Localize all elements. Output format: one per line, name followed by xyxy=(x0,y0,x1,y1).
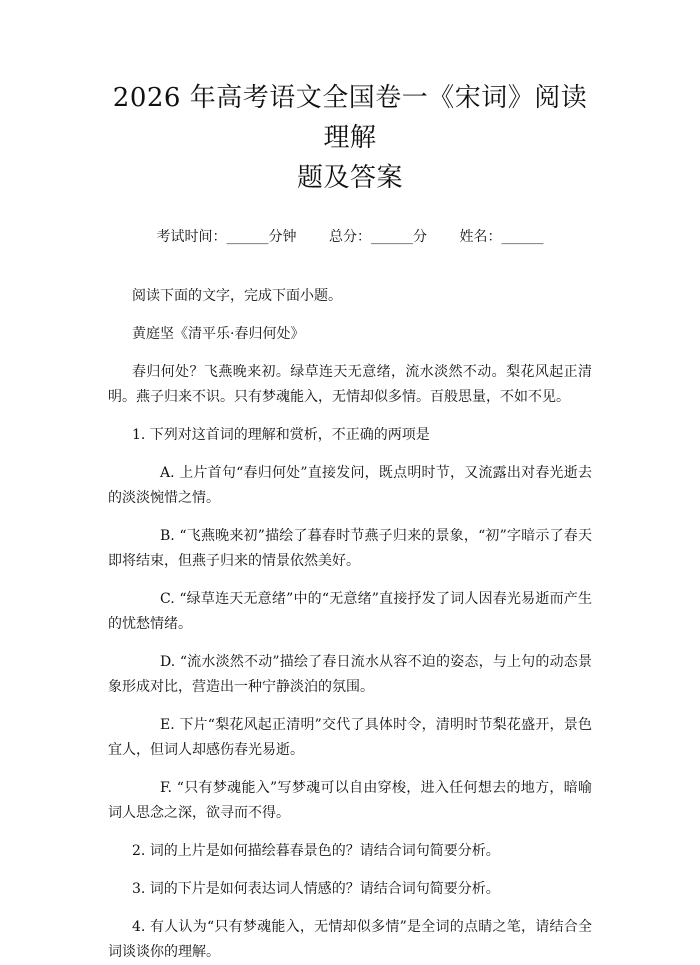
reading-content xyxy=(108,284,592,965)
question-2: 2. 词的上片是如何描绘暮春景色的？请结合词句简要分析。 xyxy=(132,843,500,859)
exam-time-field xyxy=(157,229,297,245)
name-blank: ______ xyxy=(501,229,544,245)
poem-text: 春归何处？飞燕晚来初。绿草连天无意绪，流水淡然不动。梨花风起正清明。燕子归来不识。只有梦魂能入，无情却似多情。百般思量，不如不见。 xyxy=(108,364,592,405)
option-d: D. “流水淡然不动”描绘了春日流水从容不迫的姿态，与上句的动态景象形成对比，营造出一种宁静淡泊的氛围。 xyxy=(108,654,592,695)
total-score-blank: ______ xyxy=(371,229,413,245)
question-3: 3. 词的下片是如何表达词人情感的？请结合词句简要分析。 xyxy=(132,881,500,897)
option-a: A. 上片首句“春归何处”直接发问，既点明时节，又流露出对春光逝去的淡淡惋惜之情。 xyxy=(108,465,592,506)
exam-time-blank: ______ xyxy=(226,229,269,245)
option-f: F. “只有梦魂能入”写梦魂可以自由穿梭，进入任何想去的地方，暗喻词人思念之深，欲寻而不得。 xyxy=(108,780,592,821)
question-4: 4. 有人认为“只有梦魂能入，无情却似多情”是全词的点睛之笔，请结合全词谈谈你的理解。 xyxy=(108,919,592,960)
instruction-text: 阅读下面的文字，完成下面小题。 xyxy=(132,288,342,304)
title-line-1: 2026 年高考语文全国卷一《宋词》阅读理解 xyxy=(112,83,588,153)
name-label: 姓名： xyxy=(459,229,502,245)
question-1: 1. 下列对这首词的理解和赏析，不正确的两项是 xyxy=(132,427,430,443)
exam-info xyxy=(108,226,592,246)
poem-title: 黄庭坚《清平乐·春归何处》 xyxy=(132,326,305,342)
total-score-unit: 分 xyxy=(413,229,427,245)
total-score-field xyxy=(329,229,427,245)
option-c: C. “绿草连天无意绪”中的“无意绪”直接抒发了词人因春光易逝而产生的忧愁情绪。 xyxy=(108,591,592,632)
exam-time-unit: 分钟 xyxy=(268,229,297,245)
total-score-label: 总分： xyxy=(329,229,371,245)
document-title xyxy=(108,78,592,198)
option-e: E. 下片“梨花风起正清明”交代了具体时令，清明时节梨花盛开，景色宜人，但词人却感伤春光易逝。 xyxy=(108,717,592,758)
title-line-2: 题及答案 xyxy=(296,163,403,193)
name-field xyxy=(459,229,543,245)
option-b: B. “飞燕晚来初”描绘了暮春时节燕子归来的景象，“初”字暗示了春天即将结束，但燕子归来的情景依然美好。 xyxy=(108,528,592,569)
exam-time-label: 考试时间： xyxy=(156,229,227,245)
